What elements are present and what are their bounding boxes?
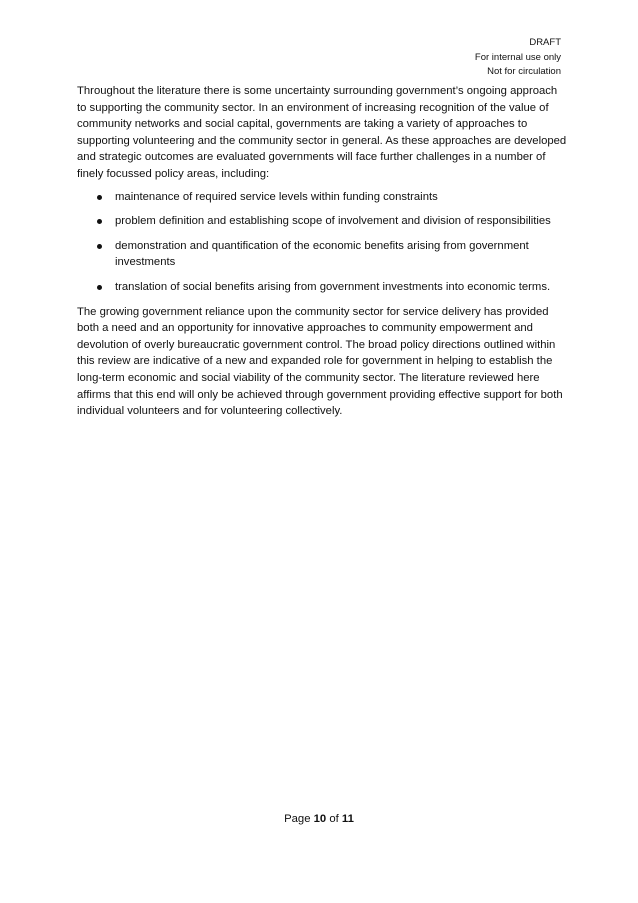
of-word: of (329, 813, 339, 825)
list-item-text: translation of social benefits arising from government investments into economic terms. (115, 280, 551, 293)
bullet-icon (97, 244, 102, 249)
page-number-current: 10 (313, 813, 327, 825)
list-item (77, 213, 567, 230)
bullet-icon (97, 285, 102, 290)
list-item-text: demonstration and quantification of the economic benefits arising from government investments (115, 239, 529, 269)
bullet-icon (97, 219, 102, 224)
page-number-total: 11 (341, 813, 354, 825)
page-footer (0, 813, 638, 825)
list-item (77, 189, 567, 206)
draft-label: DRAFT (529, 37, 561, 48)
page-word: Page (284, 813, 311, 825)
internal-use-label: For internal use only (474, 51, 561, 63)
list-item (77, 279, 567, 296)
document-body (77, 83, 567, 420)
circulation-label: Not for circulation (487, 66, 561, 77)
list-item-text: problem definition and establishing scope of involvement and division of responsibilities (115, 215, 551, 228)
list-item-text: maintenance of required service levels within funding constraints (115, 190, 438, 203)
body-paragraph-2: The growing government reliance upon the community sector for service delivery has provided both a need and an opportunity for innovative approaches to community empowerment and devolution of overly bureaucratic government control. The broad policy directions outlined within this review are indicative of a new and expanded role for government in helping to establish the long-term economic and social viability of the community sector. The literature reviewed here affirms that this end will only be achieved through government providing effective support for both individual volunteers and for volunteering collectively. (77, 305, 563, 418)
list-item (77, 238, 567, 271)
document-header (475, 36, 561, 80)
body-paragraph-1: Throughout the literature there is some uncertainty surrounding government’s ongoing approach to supporting the community sector. In an environment of increasing recognition of the value of community networks and social capital, governments are taking a variety of approaches to supporting volunteering and the community sector in general. As these approaches are developed and strategic outcomes are evaluated governments will face further challenges in a number of finely focussed policy areas, including: (77, 85, 567, 180)
policy-areas-list (77, 189, 567, 296)
bullet-icon (97, 195, 102, 200)
